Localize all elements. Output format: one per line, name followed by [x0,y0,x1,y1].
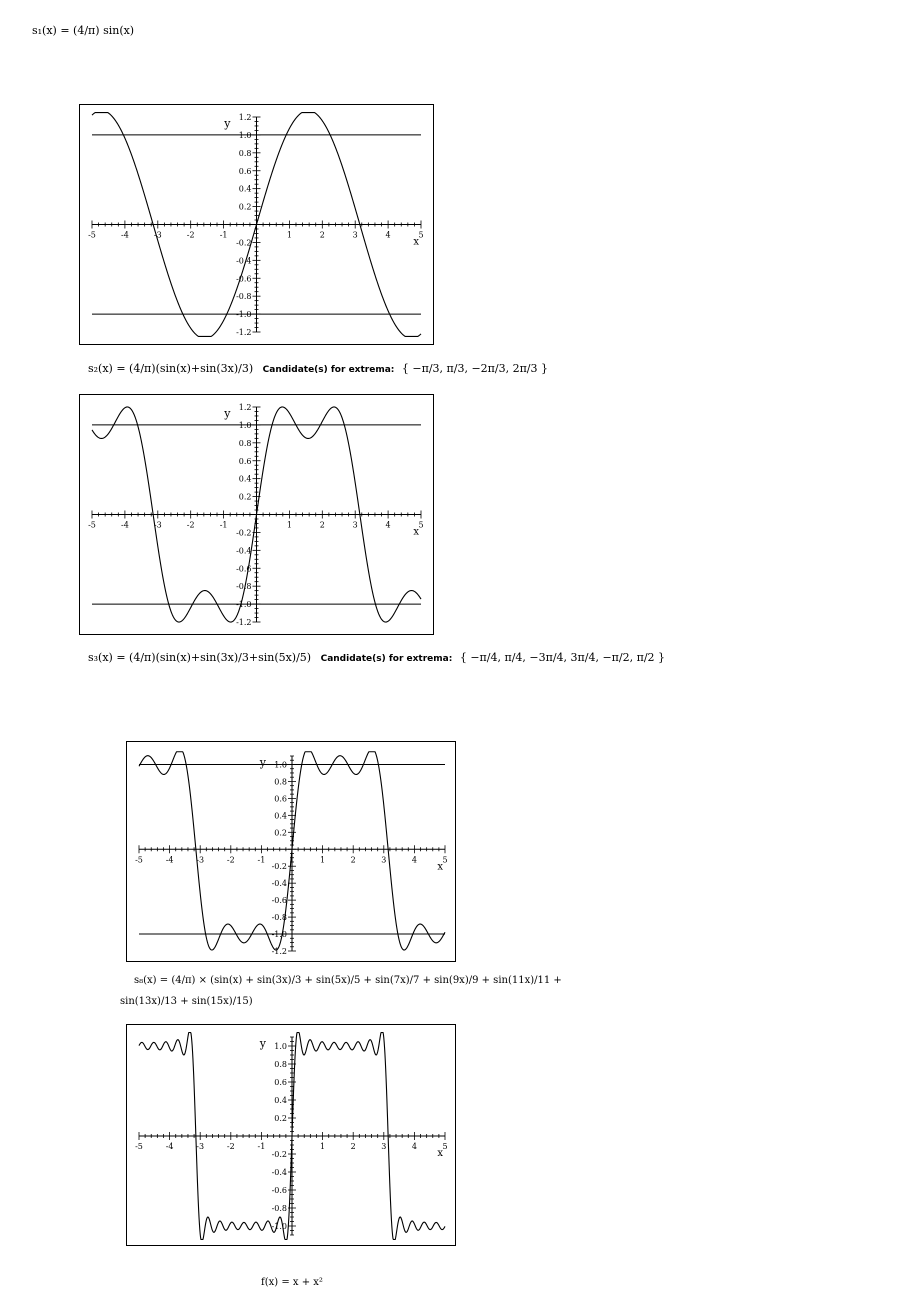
y-tick-label: 0.8 [238,438,252,448]
formula-s8-line1 [134,974,562,988]
x-tick-label: -5 [88,230,96,240]
y-tick-label: -1.0 [236,600,252,610]
x-tick-label: -3 [196,855,205,865]
s3-candidates: { −π/4, π/4, −3π/4, 3π/4, −π/2, π/2 } [459,651,666,664]
x-tick-label: 1 [320,1142,326,1151]
x-axis-label: x [413,236,419,248]
y-tick-label: 0.2 [274,828,287,838]
x-tick-label: -4 [121,520,129,530]
x-tick-label: -3 [196,1142,205,1151]
y-axis-label: y [259,756,266,769]
x-tick-label: 2 [350,1142,356,1151]
plot-s1-frame [79,104,434,345]
y-tick-label: 0.8 [274,777,287,787]
y-axis-label: y [259,1037,266,1050]
x-tick-label: -4 [165,855,174,865]
y-tick-label: 0.8 [274,1060,287,1069]
y-tick-label: -0.2 [271,1150,287,1159]
y-tick-label: 1.2 [238,113,252,122]
y-tick-label: 1.0 [274,1042,287,1051]
y-tick-label: -0.8 [236,292,252,302]
x-tick-label: 1 [286,230,292,240]
x-tick-label: -3 [153,230,162,240]
y-tick-label: -0.2 [271,862,287,872]
y-tick-label: 0.2 [238,492,252,502]
y-tick-label: -1.2 [236,328,252,337]
y-tick-label: -0.6 [271,896,287,906]
y-tick-label: 0.6 [274,1078,287,1087]
x-tick-label: 3 [352,520,358,530]
y-tick-label: -1.2 [236,618,252,627]
plot-s2 [80,395,433,634]
formula-s8-line1-text: s₈(x) = (4/π) × (sin(x) + sin(3x)/3 + sin(5x)/5 + sin(7x)/7 + sin(9x)/9 + sin(11x)/11 + [134,975,562,986]
formula-s2-text: s₂(x) = (4/π)(sin(x)+sin(3x)/3) [88,362,254,375]
plot-s8-frame [126,1024,456,1246]
x-tick-label: 5 [442,1142,448,1151]
y-axis-label: y [224,117,231,130]
x-tick-label: -5 [88,520,96,530]
y-tick-label: 1.2 [238,403,252,412]
x-tick-label: -3 [153,520,162,530]
y-tick-label: -1.2 [271,947,287,956]
x-axis-label: x [413,526,419,538]
x-tick-label: -5 [135,855,143,865]
x-tick-label: 4 [411,855,417,865]
y-tick-label: -0.4 [236,546,252,556]
x-tick-label: 3 [381,1142,387,1151]
s2-candidates-label: Candidate(s) for extrema: [262,365,395,375]
x-tick-label: -2 [186,520,195,530]
y-tick-label: 1.0 [238,420,252,430]
y-axis-label: y [224,407,231,420]
x-tick-label: 2 [319,230,325,240]
x-tick-label: -4 [165,1142,174,1151]
x-tick-label: 1 [320,855,326,865]
y-tick-label: 0.6 [274,794,287,804]
y-tick-label: -0.8 [271,913,287,923]
y-tick-label: 0.6 [238,166,252,176]
x-tick-label: 3 [352,230,358,240]
formula-s8-line2 [120,995,253,1009]
y-tick-label: -1.0 [236,310,252,320]
x-tick-label: 4 [411,1142,417,1151]
y-tick-label: -1.0 [271,930,287,940]
formula-f [261,1276,323,1290]
formula-s3 [88,651,665,666]
plot-s3-frame [126,741,456,962]
x-tick-label: -1 [219,520,228,530]
formula-f-text: f(x) = x + x² [261,1277,323,1288]
y-tick-label: 0.2 [274,1114,287,1123]
formula-s2 [88,362,548,377]
formula-s1 [32,24,134,38]
x-tick-label: -1 [219,230,228,240]
y-tick-label: -0.4 [271,1168,287,1177]
formula-s8-line2-text: sin(13x)/13 + sin(15x)/15) [120,996,253,1007]
s3-candidates-label: Candidate(s) for extrema: [320,654,453,664]
x-tick-label: 2 [319,520,325,530]
y-tick-label: -0.8 [271,1204,287,1213]
x-axis-label: x [437,861,443,873]
formula-s3-text: s₃(x) = (4/π)(sin(x)+sin(3x)/3+sin(5x)/5) [88,651,312,664]
x-tick-label: 4 [385,520,391,530]
y-tick-label: 0.2 [238,202,252,212]
x-tick-label: 5 [418,230,424,240]
y-tick-label: 0.4 [238,474,252,484]
y-tick-label: -0.4 [271,879,287,889]
formula-s1-text: s₁(x) = (4/π) sin(x) [32,24,135,37]
y-tick-label: -0.4 [236,256,252,266]
y-tick-label: -0.6 [236,274,252,284]
y-tick-label: -0.8 [236,582,252,592]
x-tick-label: 3 [381,855,387,865]
y-tick-label: -0.6 [271,1186,287,1195]
y-tick-label: -0.2 [236,528,252,538]
x-tick-label: -1 [257,855,266,865]
x-axis-label: x [437,1148,443,1159]
y-tick-label: 0.6 [238,456,252,466]
y-tick-label: -0.6 [236,564,252,574]
plot-s2-frame [79,394,434,635]
y-tick-label: 0.4 [238,184,252,194]
x-tick-label: -2 [186,230,195,240]
y-tick-label: 1.0 [238,130,252,140]
y-tick-label: 0.4 [274,811,287,821]
plot-s3 [127,742,455,961]
x-tick-label: 5 [418,520,424,530]
x-tick-label: 2 [350,855,356,865]
y-tick-label: -0.2 [236,238,252,248]
x-tick-label: 5 [442,855,448,865]
x-tick-label: -2 [226,855,235,865]
y-tick-label: 0.8 [238,148,252,158]
y-tick-label: -1.0 [271,1222,287,1231]
x-tick-label: -2 [226,1142,235,1151]
x-tick-label: 1 [286,520,292,530]
plot-s8 [127,1025,455,1245]
s2-candidates: { −π/3, π/3, −2π/3, 2π/3 } [401,362,549,375]
plot-s1 [80,105,433,344]
x-tick-label: -5 [135,1142,143,1151]
y-tick-label: 0.4 [274,1096,287,1105]
x-tick-label: 4 [385,230,391,240]
y-tick-label: 1.0 [274,760,287,770]
x-tick-label: -1 [257,1142,266,1151]
x-tick-label: -4 [121,230,129,240]
